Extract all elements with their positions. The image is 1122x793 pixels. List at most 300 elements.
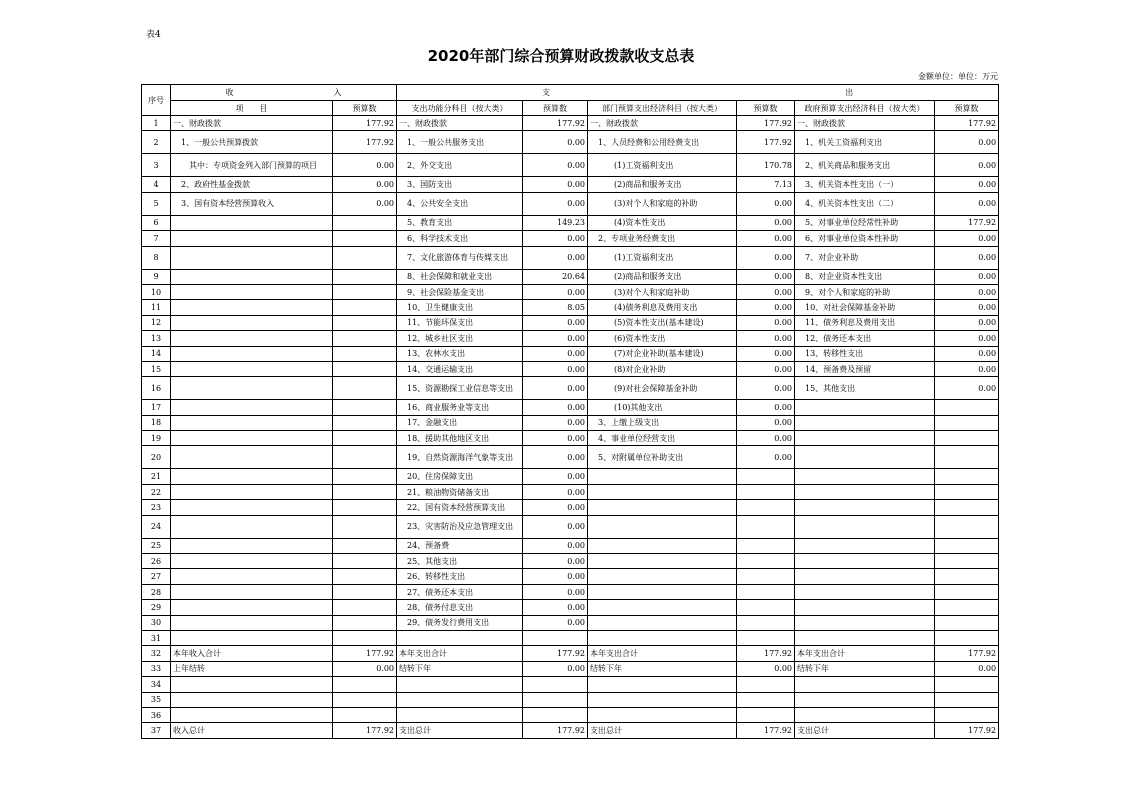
row-seq: 9: [142, 269, 171, 284]
func-item: 2、外交支出: [397, 154, 523, 177]
table-row: [142, 300, 999, 315]
row-seq: 17: [142, 400, 171, 415]
dept-econ-item: (1)工资福利支出: [588, 246, 737, 269]
budget-header-2: 预算数: [523, 101, 588, 116]
income-amount: [333, 538, 397, 553]
table-row: [142, 469, 999, 484]
dept-econ-item: (8)对企业补助: [588, 361, 737, 376]
budget-header-1: 预算数: [333, 101, 397, 116]
func-amount: 0.00: [523, 331, 588, 346]
table-row: [142, 215, 999, 230]
gov-econ-item: 7、对企业补助: [795, 246, 935, 269]
income-amount: 0.00: [333, 154, 397, 177]
income-item: 上年结转: [171, 661, 333, 676]
dept-econ-item: 2、专项业务经费支出: [588, 231, 737, 246]
dept-econ-item: [588, 677, 737, 692]
dept-econ-amount: [737, 692, 795, 707]
func-item: 17、金融支出: [397, 415, 523, 430]
budget-header-3: 预算数: [737, 101, 795, 116]
dept-econ-amount: 0.00: [737, 269, 795, 284]
dept-econ-item: (7)对企业补助(基本建设): [588, 346, 737, 361]
gov-econ-item: [795, 515, 935, 538]
dept-econ-amount: 0.00: [737, 215, 795, 230]
gov-econ-item: 4、机关资本性支出（二）: [795, 192, 935, 215]
gov-econ-item: 5、对事业单位经常性补助: [795, 215, 935, 230]
func-item: 11、节能环保支出: [397, 315, 523, 330]
dept-econ-amount: [737, 538, 795, 553]
table-row: [142, 346, 999, 361]
row-seq: 5: [142, 192, 171, 215]
func-amount: [523, 677, 588, 692]
table-row: [142, 154, 999, 177]
func-item: 21、粮油物资储备支出: [397, 484, 523, 499]
income-amount: [333, 469, 397, 484]
unit-note: 金额单位：单位：万元: [918, 72, 998, 81]
income-amount: [333, 361, 397, 376]
func-amount: 0.00: [523, 377, 588, 400]
gov-econ-amount: 177.92: [935, 215, 999, 230]
income-item: [171, 677, 333, 692]
row-seq: 6: [142, 215, 171, 230]
row-seq: 25: [142, 538, 171, 553]
func-amount: 0.00: [523, 469, 588, 484]
gov-econ-item: [795, 431, 935, 446]
income-item: [171, 600, 333, 615]
gov-econ-amount: [935, 615, 999, 630]
income-amount: [333, 215, 397, 230]
func-item: 18、援助其他地区支出: [397, 431, 523, 446]
dept-econ-amount: [737, 469, 795, 484]
func-item: 4、公共安全支出: [397, 192, 523, 215]
func-amount: 0.00: [523, 484, 588, 499]
expense-group-header: [397, 85, 999, 101]
income-amount: [333, 246, 397, 269]
gov-econ-amount: 0.00: [935, 284, 999, 299]
func-amount: 0.00: [523, 246, 588, 269]
gov-econ-amount: [935, 677, 999, 692]
dept-econ-amount: 0.00: [737, 284, 795, 299]
dept-econ-amount: 0.00: [737, 400, 795, 415]
func-item: [397, 630, 523, 645]
table-row: [142, 677, 999, 692]
gov-econ-item: [795, 630, 935, 645]
func-amount: 0.00: [523, 500, 588, 515]
income-item: 1、一般公共预算拨款: [171, 131, 333, 154]
gov-econ-amount: [935, 446, 999, 469]
income-amount: [333, 415, 397, 430]
income-amount: [333, 515, 397, 538]
func-amount: 0.00: [523, 515, 588, 538]
func-amount: 177.92: [523, 646, 588, 661]
income-item: [171, 215, 333, 230]
table-row: [142, 646, 999, 661]
income-item: [171, 431, 333, 446]
func-amount: 0.00: [523, 231, 588, 246]
dept-econ-item: 3、上缴上级支出: [588, 415, 737, 430]
income-header-b: 入: [333, 88, 342, 97]
table-row: [142, 269, 999, 284]
gov-econ-item: [795, 692, 935, 707]
func-item: 结转下年: [397, 661, 523, 676]
table-row: [142, 538, 999, 553]
gov-econ-item: 12、债务还本支出: [795, 331, 935, 346]
table-number-tag: 表4: [146, 30, 161, 40]
row-seq: 18: [142, 415, 171, 430]
income-amount: [333, 484, 397, 499]
gov-econ-amount: 0.00: [935, 177, 999, 192]
func-amount: 0.00: [523, 192, 588, 215]
dept-econ-item: (9)对社会保障基金补助: [588, 377, 737, 400]
func-amount: 0.00: [523, 346, 588, 361]
gov-econ-amount: [935, 500, 999, 515]
func-item: 13、农林水支出: [397, 346, 523, 361]
gov-econ-amount: [935, 484, 999, 499]
func-item: 22、国有资本经营预算支出: [397, 500, 523, 515]
dept-econ-amount: [737, 569, 795, 584]
header-row-sub: [142, 101, 999, 116]
gov-econ-amount: 0.00: [935, 331, 999, 346]
func-amount: 0.00: [523, 431, 588, 446]
income-header-a: 收: [225, 88, 234, 97]
income-item: [171, 231, 333, 246]
func-item: 15、资源勘探工业信息等支出: [397, 377, 523, 400]
dept-econ-amount: 0.00: [737, 300, 795, 315]
gov-econ-item: 6、对事业单位资本性补助: [795, 231, 935, 246]
dept-econ-amount: 0.00: [737, 246, 795, 269]
func-amount: 0.00: [523, 131, 588, 154]
gov-econ-item: [795, 615, 935, 630]
income-item: 收入总计: [171, 723, 333, 738]
func-amount: 20.64: [523, 269, 588, 284]
table-row: [142, 692, 999, 707]
gov-econ-amount: [935, 431, 999, 446]
table-row: [142, 723, 999, 738]
income-item: [171, 569, 333, 584]
income-amount: [333, 346, 397, 361]
table-row: [142, 331, 999, 346]
func-amount: 0.00: [523, 154, 588, 177]
dept-econ-item: [588, 569, 737, 584]
dept-econ-item: (2)商品和服务支出: [588, 269, 737, 284]
income-item: [171, 446, 333, 469]
dept-econ-item: [588, 515, 737, 538]
table-row: [142, 661, 999, 676]
dept-econ-item: 结转下年: [588, 661, 737, 676]
table-body: [142, 116, 999, 739]
income-amount: [333, 315, 397, 330]
dept-econ-amount: [737, 600, 795, 615]
row-seq: 29: [142, 600, 171, 615]
func-item: 9、社会保险基金支出: [397, 284, 523, 299]
gov-econ-amount: 177.92: [935, 116, 999, 131]
expense-header-a: 支: [541, 88, 550, 97]
gov-econ-amount: [935, 692, 999, 707]
table-row: [142, 246, 999, 269]
income-amount: [333, 231, 397, 246]
table-row: [142, 400, 999, 415]
dept-econ-amount: [737, 554, 795, 569]
gov-econ-amount: 0.00: [935, 231, 999, 246]
gov-econ-amount: 0.00: [935, 131, 999, 154]
income-item: [171, 469, 333, 484]
gov-econ-amount: 0.00: [935, 346, 999, 361]
table-row: [142, 131, 999, 154]
dept-econ-amount: [737, 615, 795, 630]
income-amount: [333, 269, 397, 284]
row-seq: 20: [142, 446, 171, 469]
income-amount: 177.92: [333, 116, 397, 131]
dept-econ-item: (4)债务利息及费用支出: [588, 300, 737, 315]
income-amount: [333, 300, 397, 315]
gov-econ-amount: [935, 584, 999, 599]
seq-header: 序号: [142, 85, 171, 116]
gov-econ-item: 15、其他支出: [795, 377, 935, 400]
income-item: 3、国有资本经营预算收入: [171, 192, 333, 215]
dept-econ-amount: 0.00: [737, 431, 795, 446]
gov-econ-item: 结转下年: [795, 661, 935, 676]
income-amount: 177.92: [333, 646, 397, 661]
table-row: [142, 315, 999, 330]
func-item: 5、教育支出: [397, 215, 523, 230]
row-seq: 35: [142, 692, 171, 707]
func-amount: 0.00: [523, 400, 588, 415]
gov-econ-item: 14、预备费及预留: [795, 361, 935, 376]
func-item: 10、卫生健康支出: [397, 300, 523, 315]
income-item: [171, 361, 333, 376]
func-amount: 0.00: [523, 415, 588, 430]
gov-econ-item: [795, 469, 935, 484]
gov-econ-amount: 0.00: [935, 361, 999, 376]
row-seq: 2: [142, 131, 171, 154]
dept-econ-amount: [737, 500, 795, 515]
income-amount: [333, 692, 397, 707]
dept-econ-item: 一、财政拨款: [588, 116, 737, 131]
gov-econ-item: 一、财政拨款: [795, 116, 935, 131]
income-amount: 177.92: [333, 131, 397, 154]
func-item: [397, 692, 523, 707]
gov-econ-item: [795, 500, 935, 515]
income-item: [171, 269, 333, 284]
func-item: 14、交通运输支出: [397, 361, 523, 376]
gov-econ-item: [795, 554, 935, 569]
table-row: [142, 177, 999, 192]
table-row: [142, 569, 999, 584]
income-amount: [333, 707, 397, 722]
dept-econ-item: [588, 707, 737, 722]
func-item: 29、债务发行费用支出: [397, 615, 523, 630]
row-seq: 12: [142, 315, 171, 330]
income-group-header: [171, 85, 397, 101]
func-item: 6、科学技术支出: [397, 231, 523, 246]
expense-header-b: 出: [845, 88, 854, 97]
row-seq: 7: [142, 231, 171, 246]
dept-econ-item: (3)对个人和家庭补助: [588, 284, 737, 299]
func-amount: [523, 630, 588, 645]
gov-econ-item: [795, 600, 935, 615]
dept-econ-amount: 177.92: [737, 116, 795, 131]
table-row: [142, 284, 999, 299]
income-item: 本年收入合计: [171, 646, 333, 661]
income-item: [171, 377, 333, 400]
dept-econ-amount: 7.13: [737, 177, 795, 192]
gov-econ-amount: [935, 415, 999, 430]
dept-econ-item: (1)工资福利支出: [588, 154, 737, 177]
row-seq: 28: [142, 584, 171, 599]
table-row: [142, 431, 999, 446]
func-item: [397, 707, 523, 722]
gov-econ-item: 3、机关资本性支出（一）: [795, 177, 935, 192]
row-seq: 13: [142, 331, 171, 346]
gov-econ-amount: 177.92: [935, 723, 999, 738]
func-item: [397, 677, 523, 692]
row-seq: 19: [142, 431, 171, 446]
gov-econ-item: [795, 677, 935, 692]
income-item: [171, 246, 333, 269]
gov-econ-amount: [935, 569, 999, 584]
budget-table: [141, 84, 999, 739]
row-seq: 36: [142, 707, 171, 722]
row-seq: 27: [142, 569, 171, 584]
func-item: 28、债务付息支出: [397, 600, 523, 615]
dept-econ-item: (3)对个人和家庭的补助: [588, 192, 737, 215]
func-class-header: 支出功能分科目（按大类）: [397, 101, 523, 116]
func-amount: 177.92: [523, 116, 588, 131]
table-row: [142, 600, 999, 615]
income-item: [171, 415, 333, 430]
dept-econ-item: [588, 615, 737, 630]
gov-econ-amount: 0.00: [935, 377, 999, 400]
income-amount: 0.00: [333, 661, 397, 676]
dept-econ-amount: 0.00: [737, 315, 795, 330]
dept-econ-amount: 0.00: [737, 361, 795, 376]
row-seq: 24: [142, 515, 171, 538]
dept-econ-amount: 0.00: [737, 661, 795, 676]
table-row: [142, 584, 999, 599]
income-item: [171, 630, 333, 645]
row-seq: 1: [142, 116, 171, 131]
income-item: [171, 554, 333, 569]
page-title: 2020年部门综合预算财政拨款收支总表: [427, 47, 695, 65]
dept-econ-item: 本年支出合计: [588, 646, 737, 661]
gov-econ-amount: [935, 600, 999, 615]
func-item: 本年支出合计: [397, 646, 523, 661]
func-item: 23、灾害防治及应急管理支出: [397, 515, 523, 538]
income-item: [171, 515, 333, 538]
row-seq: 15: [142, 361, 171, 376]
gov-econ-item: [795, 400, 935, 415]
income-amount: [333, 400, 397, 415]
income-amount: [333, 584, 397, 599]
dept-econ-item: [588, 484, 737, 499]
gov-econ-amount: 0.00: [935, 246, 999, 269]
row-seq: 8: [142, 246, 171, 269]
income-item: 2、政府性基金拨款: [171, 177, 333, 192]
row-seq: 33: [142, 661, 171, 676]
func-amount: 0.00: [523, 538, 588, 553]
income-item: [171, 400, 333, 415]
income-item: [171, 315, 333, 330]
func-item: 1、一般公共服务支出: [397, 131, 523, 154]
func-amount: 0.00: [523, 661, 588, 676]
table-row: [142, 377, 999, 400]
income-item: [171, 538, 333, 553]
row-seq: 3: [142, 154, 171, 177]
table-row: [142, 484, 999, 499]
dept-econ-header: 部门预算支出经济科目（按大类）: [588, 101, 737, 116]
dept-econ-amount: [737, 584, 795, 599]
gov-econ-amount: [935, 515, 999, 538]
dept-econ-item: [588, 500, 737, 515]
func-amount: 0.00: [523, 584, 588, 599]
row-seq: 11: [142, 300, 171, 315]
gov-econ-amount: 0.00: [935, 661, 999, 676]
income-amount: 0.00: [333, 177, 397, 192]
func-item: 支出总计: [397, 723, 523, 738]
gov-econ-item: [795, 538, 935, 553]
func-item: 一、财政拨款: [397, 116, 523, 131]
row-seq: 34: [142, 677, 171, 692]
func-amount: 0.00: [523, 361, 588, 376]
income-amount: [333, 615, 397, 630]
income-item: [171, 707, 333, 722]
gov-econ-amount: 0.00: [935, 269, 999, 284]
row-seq: 16: [142, 377, 171, 400]
row-seq: 26: [142, 554, 171, 569]
func-item: 26、转移性支出: [397, 569, 523, 584]
dept-econ-amount: [737, 515, 795, 538]
dept-econ-item: 4、事业单位经营支出: [588, 431, 737, 446]
dept-econ-amount: 177.92: [737, 131, 795, 154]
dept-econ-amount: 0.00: [737, 231, 795, 246]
gov-econ-item: 1、机关工资福利支出: [795, 131, 935, 154]
gov-econ-item: 2、机关商品和服务支出: [795, 154, 935, 177]
income-item: [171, 615, 333, 630]
dept-econ-amount: 0.00: [737, 446, 795, 469]
dept-econ-item: [588, 584, 737, 599]
gov-econ-item: 支出总计: [795, 723, 935, 738]
func-amount: 0.00: [523, 315, 588, 330]
gov-econ-item: 8、对企业资本性支出: [795, 269, 935, 284]
table-row: [142, 554, 999, 569]
income-item: [171, 331, 333, 346]
gov-econ-amount: [935, 538, 999, 553]
func-amount: [523, 707, 588, 722]
income-amount: 177.92: [333, 723, 397, 738]
row-seq: 23: [142, 500, 171, 515]
income-amount: [333, 284, 397, 299]
row-seq: 37: [142, 723, 171, 738]
gov-econ-amount: [935, 554, 999, 569]
income-item: 其中：专项资金列入部门预算的项目: [171, 154, 333, 177]
income-amount: [333, 500, 397, 515]
dept-econ-item: [588, 469, 737, 484]
func-item: 16、商业服务业等支出: [397, 400, 523, 415]
func-item: 3、国防支出: [397, 177, 523, 192]
dept-econ-item: 1、人员经费和公用经费支出: [588, 131, 737, 154]
income-item: [171, 500, 333, 515]
func-item: 12、城乡社区支出: [397, 331, 523, 346]
income-amount: [333, 446, 397, 469]
table-row: [142, 231, 999, 246]
gov-econ-amount: 0.00: [935, 192, 999, 215]
item-header: 项 目: [171, 101, 333, 116]
dept-econ-amount: [737, 677, 795, 692]
row-seq: 10: [142, 284, 171, 299]
income-item: [171, 484, 333, 499]
dept-econ-item: (6)资本性支出: [588, 331, 737, 346]
gov-econ-amount: [935, 707, 999, 722]
dept-econ-amount: 177.92: [737, 646, 795, 661]
